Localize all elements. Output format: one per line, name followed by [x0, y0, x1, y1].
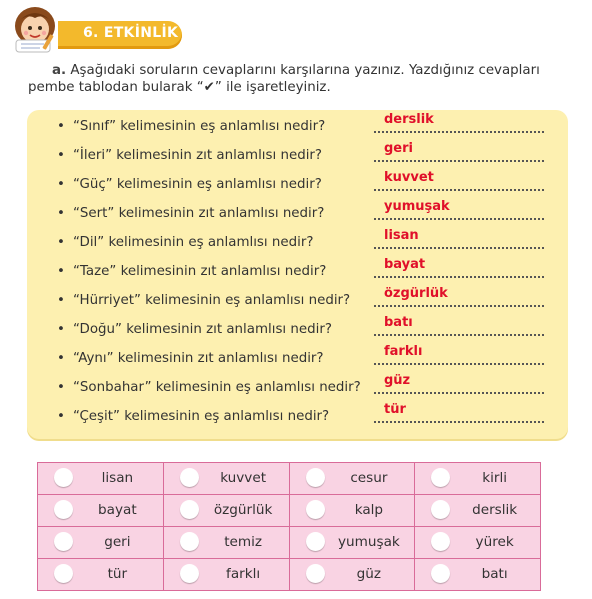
question-row: • “Sonbahar” kelimesinin eş anlamlısı nedir?: [57, 380, 361, 395]
instructions-label: a.: [52, 63, 67, 78]
word-label: lisan: [101, 470, 134, 486]
answer-field[interactable]: [374, 373, 544, 399]
checkbox-circle-icon[interactable]: [306, 564, 325, 583]
question-row: • “Doğu” kelimesinin zıt anlamlısı nedir?: [57, 322, 332, 337]
question-row: • “Hürriyet” kelimesinin eş anlamlısı nedir?: [57, 293, 351, 308]
word-label: tür: [107, 566, 128, 582]
word-label: kirli: [482, 470, 508, 486]
word-cell[interactable]: [415, 495, 541, 527]
answer-field[interactable]: [374, 402, 544, 428]
word-cell[interactable]: [163, 527, 289, 559]
question-text: “Taze” kelimesinin zıt anlamlısı nedir?: [73, 264, 327, 279]
checkbox-circle-icon[interactable]: [180, 500, 199, 519]
answer-text: farklı: [384, 344, 423, 359]
question-text: “Hürriyet” kelimesinin eş anlamlısı nedir?: [73, 293, 351, 308]
checkbox-circle-icon[interactable]: [431, 564, 450, 583]
word-cell[interactable]: [163, 463, 289, 495]
checkbox-circle-icon[interactable]: [54, 564, 73, 583]
word-cell[interactable]: [163, 559, 289, 591]
word-label: batı: [481, 566, 508, 582]
question-row: • “Güç” kelimesinin eş anlamlısı nedir?: [57, 177, 322, 192]
answer-text: derslik: [384, 112, 434, 127]
word-cell[interactable]: [163, 495, 289, 527]
question-text: “İleri” kelimesinin zıt anlamlısı nedir?: [73, 148, 323, 163]
word-cell[interactable]: [415, 527, 541, 559]
word-label: temiz: [224, 534, 263, 550]
answer-text: kuvvet: [384, 170, 434, 185]
checkbox-circle-icon[interactable]: [431, 500, 450, 519]
word-cell[interactable]: [38, 527, 164, 559]
question-row: • “Çeşit” kelimesinin eş anlamlısı nedir?: [57, 409, 330, 424]
word-cell[interactable]: [38, 495, 164, 527]
word-label: derslik: [472, 502, 518, 518]
checkbox-circle-icon[interactable]: [431, 468, 450, 487]
question-text: “Doğu” kelimesinin zıt anlamlısı nedir?: [73, 322, 332, 337]
instructions-text: Aşağıdaki soruların cevaplarını karşılarına yazınız. Yazdığınız cevapları pembe tablodan bularak “✔” ile işaretleyiniz.: [28, 63, 540, 95]
answer-field[interactable]: [374, 315, 544, 341]
answer-text: yumuşak: [384, 199, 450, 214]
activity-badge: [58, 21, 182, 49]
answer-field[interactable]: [374, 170, 544, 196]
checkbox-circle-icon[interactable]: [180, 564, 199, 583]
checkbox-circle-icon[interactable]: [180, 468, 199, 487]
checkbox-circle-icon[interactable]: [180, 532, 199, 551]
word-cell[interactable]: [289, 527, 415, 559]
table-row: [38, 495, 541, 527]
word-label: geri: [104, 534, 131, 550]
checkbox-circle-icon[interactable]: [431, 532, 450, 551]
checkbox-circle-icon[interactable]: [54, 468, 73, 487]
question-row: • “İleri” kelimesinin zıt anlamlısı nedir?: [57, 148, 323, 163]
table-row: [38, 527, 541, 559]
checkbox-circle-icon[interactable]: [306, 500, 325, 519]
answer-field[interactable]: [374, 199, 544, 225]
word-cell[interactable]: [38, 463, 164, 495]
question-row: • “Sınıf” kelimesinin eş anlamlısı nedir?: [57, 119, 326, 134]
word-label: bayat: [98, 502, 137, 518]
checkbox-circle-icon[interactable]: [54, 500, 73, 519]
question-text: “Sert” kelimesinin zıt anlamlısı nedir?: [73, 206, 325, 221]
table-row: [38, 559, 541, 591]
word-label: kalp: [354, 502, 384, 518]
answer-field[interactable]: [374, 141, 544, 167]
answer-text: özgürlük: [384, 286, 448, 301]
checkbox-circle-icon[interactable]: [306, 468, 325, 487]
word-cell[interactable]: [415, 463, 541, 495]
checkbox-circle-icon[interactable]: [54, 532, 73, 551]
answer-text: tür: [384, 402, 406, 417]
question-text: “Aynı” kelimesinin zıt anlamlısı nedir?: [73, 351, 324, 366]
activity-title: 6. ETKİNLİK: [83, 25, 179, 41]
word-label: yumuşak: [337, 534, 400, 550]
answer-field[interactable]: [374, 286, 544, 312]
word-table: [37, 462, 541, 591]
answer-text: lisan: [384, 228, 419, 243]
word-label: farklı: [226, 566, 261, 582]
word-label: kuvvet: [220, 470, 267, 486]
instructions: [28, 62, 568, 96]
question-text: “Sınıf” kelimesinin eş anlamlısı nedir?: [73, 119, 326, 134]
activity-header: [8, 4, 188, 54]
question-text: “Güç” kelimesinin eş anlamlısı nedir?: [73, 177, 322, 192]
question-row: • “Dil” kelimesinin eş anlamlısı nedir?: [57, 235, 314, 250]
question-row: • “Taze” kelimesinin zıt anlamlısı nedir?: [57, 264, 327, 279]
question-text: “Dil” kelimesinin eş anlamlısı nedir?: [73, 235, 314, 250]
answer-field[interactable]: [374, 112, 544, 138]
answer-text: bayat: [384, 257, 426, 272]
word-cell[interactable]: [289, 495, 415, 527]
answer-field[interactable]: [374, 228, 544, 254]
word-label: cesur: [350, 470, 388, 486]
table-row: [38, 463, 541, 495]
word-label: özgürlük: [213, 502, 273, 518]
word-cell[interactable]: [289, 463, 415, 495]
word-cell[interactable]: [289, 559, 415, 591]
question-text: “Çeşit” kelimesinin eş anlamlısı nedir?: [73, 409, 330, 424]
answer-text: geri: [384, 141, 413, 156]
answer-text: güz: [384, 373, 411, 388]
checkbox-circle-icon[interactable]: [306, 532, 325, 551]
word-cell[interactable]: [38, 559, 164, 591]
word-cell[interactable]: [415, 559, 541, 591]
question-row: • “Aynı” kelimesinin zıt anlamlısı nedir?: [57, 351, 324, 366]
answer-field[interactable]: [374, 344, 544, 370]
answer-field[interactable]: [374, 257, 544, 283]
questions-panel: [27, 110, 568, 439]
word-label: güz: [356, 566, 382, 582]
word-label: yürek: [475, 534, 514, 550]
question-text: “Sonbahar” kelimesinin eş anlamlısı nedir?: [73, 380, 361, 395]
answer-text: batı: [384, 315, 413, 330]
question-row: • “Sert” kelimesinin zıt anlamlısı nedir?: [57, 206, 325, 221]
